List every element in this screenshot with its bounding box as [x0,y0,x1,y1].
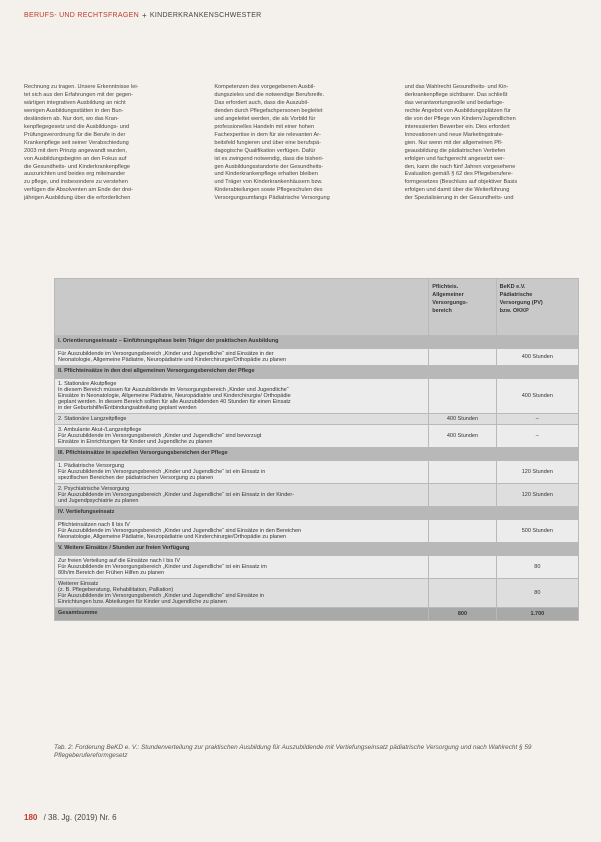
table-section-row [55,366,579,379]
description-line: geplant werden. In diesem Bereich sollten für alle Auszubildenden 40 Stunden für einen Einsatz [58,399,291,405]
general-hours-cell: 800 [429,608,496,621]
description-line: und Jugendpsychiatrie zu planen [58,498,139,504]
pediatric-hours-cell: 1.700 [496,608,578,621]
row-description [55,366,429,379]
text-line: der Spezialisierung in der Gesundheits- und [404,195,514,202]
description-line: Für Auszubildende im Versorgungsbereich „Kinder und Jugendliche“ sind bevorzugt [58,433,262,439]
description-line: 2. Psychiatrische Versorgung [58,486,130,492]
hours-table [54,278,579,621]
description-line: (z. B. Pflegeberatung, Rehabilitation, Palliation) [58,587,174,593]
text-line: und das Wahlrecht Gesundheits- und Kin- [404,84,509,90]
text-line: Krankenpflege seit seiner Verabschiedung [24,139,129,146]
description-line: II. Pflichteinsätze in den drei allgemeinen Versorgungsbereichen der Pflege [58,368,255,374]
text-line: beitsfeld fungieren und über eine berufspä- [214,139,321,146]
pediatric-hours-cell: 120 Stunden [496,461,578,484]
text-line: Prüfungsverordnung für die Berufe in der [24,131,126,138]
description-line: Neonatologie, Allgemeine Pädiatrie, Neuropädiatrie und Kinderchirurgie/Orthopädie zu planen [58,357,287,363]
pediatric-hours-cell [496,507,578,520]
general-hours-cell [429,366,496,379]
table-row [55,414,579,425]
description-line: Neonatologie, Allgemeine Pädiatrie, Neuropädiatrie und Kinderchirurgie/Orthopädie zu planen [58,534,287,540]
pediatric-hours-cell [496,448,578,461]
general-hours-cell [429,379,496,414]
pediatric-hours-cell: 80 [496,579,578,608]
description-line: Für Auszubildende im Versorgungsbereich „Kinder und Jugendliche“ ist ein Einsatz in [58,469,266,475]
text-line: Kinderabteilungen sowie Pflegeschulen des [214,187,323,194]
text-line: geausbildung die pädiatrischen Vertiefen [404,147,506,154]
general-hours-cell [429,484,496,507]
description-line: 1. Pädiatrische Versorgung [58,463,125,469]
table-section-row [55,448,579,461]
text-line: und angeleitet werden, die als Vorbild für [214,115,316,122]
general-hours-cell [429,336,496,349]
header-label-line: bereich [432,308,452,314]
general-hours-cell [429,349,496,366]
description-line: Zur freien Verteilung auf die Einsätze nach I bis IV [58,558,180,564]
text-line: tet sich aus den Erfahrungen mit der gegen- [24,91,134,98]
text-line: die Gesundheits- und Kinderkrankenpflege [24,163,131,170]
description-line: Für Auszubildende im Versorgungsbereich „Kinder und Jugendliche“ sind Einsätze in den Bereichen [58,528,302,534]
text-line: denden durch Pflegefachpersonen begleitet [214,107,323,114]
pediatric-hours-cell: 400 Stunden [496,349,578,366]
row-description [55,484,429,507]
table-row [55,461,579,484]
text-line: derkrankenpflege sichtbarer. Das schließt [404,91,508,98]
description-line: Einrichtungen bzw. Abteilungen für Kinder und Jugendliche zu planen [58,599,227,605]
general-hours-cell [429,507,496,520]
row-description [55,543,429,556]
text-column-2 [214,84,388,260]
row-description [55,507,429,520]
general-hours-cell [429,556,496,579]
row-description [55,461,429,484]
description-line: Einsätze in Einrichtungen für Kinder und Jugendliche zu planen [58,439,213,445]
table-section-row [55,336,579,349]
header-label-line: BeKD e.V. [499,284,526,290]
row-description [55,349,429,366]
text-line: auszurichten und beides erg miteinander [24,171,126,178]
description-line: 3. Ambulante Akut-/Langzeitpflege [58,427,142,433]
description-line: Weiterer Einsatz [58,581,99,587]
pediatric-hours-cell: – [496,414,578,425]
text-line: gien. Nur wenn mit der allgemeinen Pfl- [404,139,503,146]
text-line: Evaluation gemäß § 62 des Pflegeberufere- [404,171,513,178]
row-description [55,556,429,579]
description-line: Für Auszubildende im Versorgungsbereich „Kinder und Jugendliche“ ist ein Einsatz in der Kinder- [58,492,295,498]
text-line: ist es zwingend notwendig, dass die bisheri- [214,155,324,162]
table-row [55,484,579,507]
text-line: von Ausbildungsbeginn an den Fokus auf [24,155,127,162]
page-footer [24,813,117,822]
table-row [55,425,579,448]
text-line: dungszieles und die notwendige Berufsreife. [214,91,325,98]
text-line: interessierten Bewerber ein. Dies erfordert [404,123,510,130]
running-header [24,8,262,22]
text-line: wenigen Ausbildungsstätten in den Bun- [24,107,124,114]
table-row [55,379,579,414]
header-general-area [429,279,496,336]
description-line: III. Pflichteinsätze in speziellen Versorgungsbereichen der Pflege [58,450,228,456]
header-label-line: bzw. OKKP [499,308,529,314]
header-blank-cell [55,279,429,336]
text-line: jährigen Ausbildung über die erforderlichen [24,195,131,202]
general-hours-cell [429,520,496,543]
text-column-1 [24,84,198,260]
header-label-line: Versorgung (PV) [499,300,543,306]
table-section-row [55,507,579,520]
description-line: 1. Stationäre Akutpflege [58,381,117,387]
general-hours-cell [429,579,496,608]
table-section-row [55,543,579,556]
text-line: Fachexpertise in dem für sie relevanten Ar- [214,131,321,138]
header-label-line: Pädiatrische [499,292,533,298]
table-row [55,556,579,579]
pediatric-hours-cell: 80 [496,556,578,579]
text-line: und Träger von Kinderkrankenhäusern bzw. [214,179,323,186]
description-line: in der Geburtshilfe/Entbindungsabteilung geplant werden [58,405,197,411]
text-line: und Kinderkrankenpflege erhalten bleiben [214,171,318,178]
text-line: desländern ab. Nur dort, wo das Kran- [24,115,119,122]
general-hours-cell: 400 Stunden [429,414,496,425]
description-line: I. Orientierungseinsatz – Einführungsphase beim Träger der praktischen Ausbildung [58,338,279,344]
row-description [55,520,429,543]
table-row [55,520,579,543]
text-line: 2003 mit dem Prinzip angewandt wurden, [24,147,127,154]
description-line: Für Auszubildende im Versorgungsbereich „Kinder und Jugendliche“ ist ein Einsatz im [58,564,267,570]
description-line: Für Auszubildende im Versorgungsbereich „Kinder und Jugendliche“ sind Einsätze in [58,593,265,599]
table-row [55,349,579,366]
text-line: Rechnung zu tragen. Unsere Erkenntnisse lei- [24,84,139,90]
text-line: zu pflege, und insbesondere zu verstehen [24,179,128,186]
text-line: Versorgungsumfangs Pädiatrische Versorgung [214,195,330,202]
text-line: das verantwortungsvolle und bedarfsge- [404,99,505,106]
text-line: formgesetzes (Beschluss auf objektiver Basis [404,179,518,186]
general-hours-cell [429,461,496,484]
text-line: kenpflegegesetz und die Ausbildungs- und [24,123,130,130]
description-line: 2. Stationäre Langzeitpflege [58,416,127,422]
cross-icon: + [141,10,147,20]
text-column-3 [405,84,579,260]
pediatric-hours-cell: 500 Stunden [496,520,578,543]
pediatric-hours-cell [496,543,578,556]
description-line: In diesem Bereich müssen für Auszubildende im Versorgungsbereich „Kinder und Jugendliche“ [58,387,289,393]
text-line: Das erfordert auch, dass die Auszubil- [214,99,309,106]
general-hours-cell: 400 Stunden [429,425,496,448]
text-line: Innovationen und neue Marketingstrate- [404,131,504,138]
text-line: gen Ausbildungsstandorte der Gesundheits- [214,163,324,170]
description-line: 80h/im Bereich der Frühen Hilfen zu planen [58,570,165,576]
description-line: Einsätze in Neonatologie, Allgemeine Pädiatrie, Neuropädiatrie und Kinderchirurgie/ Orthopädie [58,393,291,399]
header-pediatric-area [496,279,578,336]
header-section: BERUFS- UND RECHTSFRAGEN [24,11,139,19]
pediatric-hours-cell [496,336,578,349]
row-description [55,336,429,349]
header-label-line: Versorgungs- [432,300,468,306]
text-line: Kompetenzen des vorgegebenen Ausbil- [214,84,316,90]
pediatric-hours-cell [496,366,578,379]
description-line: spezifischen Bereichen der pädiatrischen Versorgung zu planen [58,475,214,481]
row-description [55,608,429,621]
header-label-line: Pflichteis. [432,284,459,290]
table-header-row [55,279,579,336]
body-text-columns [24,84,579,260]
pediatric-hours-cell: 400 Stunden [496,379,578,414]
text-line: dagogische Qualifikation verfügen. Dafür [214,147,316,154]
text-line: die von der Pflege von Kindern/Jugendlichen [404,115,516,122]
row-description [55,414,429,425]
header-topic: KINDERKRANKENSCHWESTER [149,11,262,19]
description-line: IV. Vertiefungseinsatz [58,509,115,515]
text-line: wärtigen integrativen Ausbildung an nicht [24,99,126,106]
table-row [55,579,579,608]
table-caption: Tab. 2: Forderung BeKD e. V.: Stundenverteilung zur praktischen Ausbildung für Auszubildende mit Vertiefungseinsatz pädiatrische Versorgung und nach Wahlrecht § 59 Pflegeberufereformgesetz [54,744,532,759]
general-hours-cell [429,543,496,556]
text-line: erfolgen und damit über die Weiterführung [404,187,510,194]
pediatric-hours-cell: – [496,425,578,448]
issue-info: / 38. Jg. (2019) Nr. 6 [43,813,117,822]
description-line: Pflichteinsätzen nach II bis IV [58,522,130,528]
text-line: rechte Angebot von Ausbildungsplätzen für [404,107,511,114]
text-line: erfolgen und fachgerecht angesetzt wer- [404,155,505,162]
text-line: verfügen die Absolventen am Ende der drei- [24,187,134,194]
description-line: Für Auszubildende im Versorgungsbereich „Kinder und Jugendliche“ sind Einsätze in der [58,351,274,357]
page-number: 180 [24,813,38,822]
header-label-line: Allgemeiner [432,292,464,298]
text-line: den, kann die nach fünf Jahren vorgesehene [404,163,516,170]
pediatric-hours-cell: 120 Stunden [496,484,578,507]
row-description [55,379,429,414]
row-description [55,448,429,461]
description-line: V. Weitere Einsätze / Stunden zur freien Verfügung [58,545,190,551]
row-description [55,425,429,448]
description-line: Gesamtsumme [58,610,98,616]
table-total-row [55,608,579,621]
general-hours-cell [429,448,496,461]
row-description [55,579,429,608]
text-line: professionelles Handeln mit einer hohen [214,123,315,130]
